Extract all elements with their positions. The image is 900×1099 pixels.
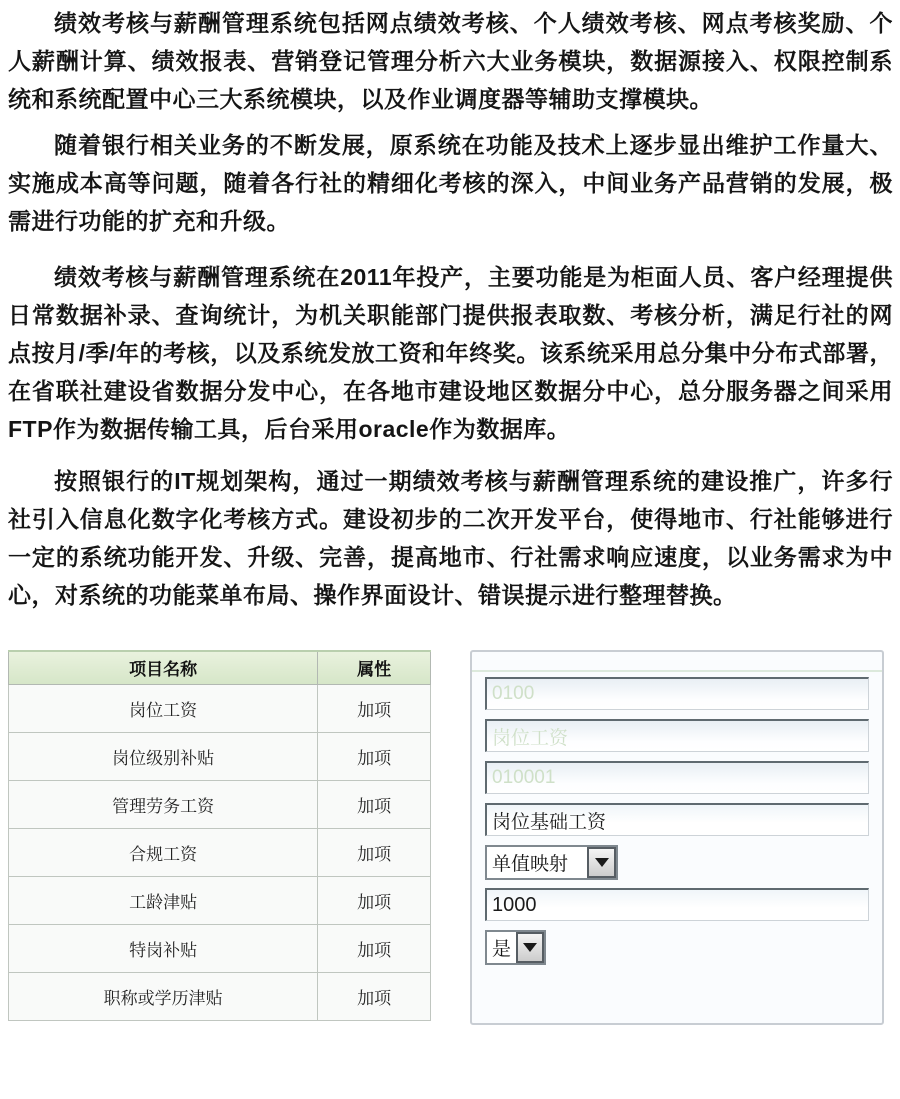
table-header-item-name: 项目名称 [9,651,318,684]
paragraph-modules: 绩效考核与薪酬管理系统包括网点绩效考核、个人绩效考核、网点考核奖励、个人薪酬计算、绩效报表、营销登记管理分析六大业务模块，数据源接入、权限控制系统和系统配置中心三大系统模块，以及作业调度器等辅助支撑模块。 [8,10,893,112]
table-row [9,972,431,1020]
item-attr-cell: 加项 [318,876,431,924]
paragraph-background: 随着银行相关业务的不断发展，原系统在功能及技术上逐步显出维护工作量大、实施成本高等问题，随着各行社的精细化考核的深入，中间业务产品营销的发展，极需进行功能的扩充和升级。 [8,132,893,234]
mapping-type-selected-value: 单值映射 [492,854,569,875]
table-row [9,732,431,780]
table-row [9,684,431,732]
flag-dropdown-button[interactable] [516,932,544,963]
item-name-cell: 特岗补贴 [9,924,318,972]
mapping-type-select[interactable] [485,845,618,880]
table-row [9,828,431,876]
mapping-dropdown-button[interactable] [587,847,616,878]
category-code-input [485,677,869,710]
table-row [9,780,431,828]
category-name-input [485,719,869,752]
table-row [9,924,431,972]
item-name-input[interactable] [485,803,869,836]
chevron-down-icon [595,858,609,867]
item-attr-cell: 加项 [318,684,431,732]
item-attr-cell: 加项 [318,780,431,828]
salary-items-table [8,650,431,1021]
item-attr-cell: 加项 [318,924,431,972]
table-row [9,876,431,924]
table-header-attribute: 属性 [318,651,431,684]
item-name-cell: 职称或学历津贴 [9,972,318,1020]
item-attr-cell: 加项 [318,972,431,1020]
item-name-cell: 管理劳务工资 [9,780,318,828]
item-attr-cell: 加项 [318,732,431,780]
figures-row [8,650,893,1025]
item-name-cell: 工龄津贴 [9,876,318,924]
item-code-input [485,761,869,794]
chevron-down-icon [523,943,537,952]
enabled-flag-select[interactable] [485,930,546,965]
item-name-cell: 合规工资 [9,828,318,876]
item-config-panel [470,650,884,1025]
item-name-cell: 岗位工资 [9,684,318,732]
item-attr-cell: 加项 [318,828,431,876]
paragraph-plan: 按照银行的IT规划架构，通过一期绩效考核与薪酬管理系统的建设推广，许多行社引入信息化数字化考核方式。建设初步的二次开发平台，使得地市、行社能够进行一定的系统功能开发、升级、完善，提高地市、行社需求响应速度，以业务需求为中心，对系统的功能菜单布局、操作界面设计、错误提示进行整理替换。 [8,468,893,608]
config-form [472,672,882,973]
paragraph-history: 绩效考核与薪酬管理系统在2011年投产，主要功能是为柜面人员、客户经理提供日常数据补录、查询统计，为机关职能部门提供报表取数、考核分析，满足行社的网点按月/季/年的考核，以及系统发放工资和年终奖。该系统采用总分集中分布式部署，在省联社建设省数据分发中心，在各地市建设地区数据分中心，总分服务器之间采用FTP作为数据传输工具，后台采用oracle作为数据库。 [8,264,893,442]
table-header-row [9,651,431,684]
flag-selected-value: 是 [492,939,512,960]
item-name-cell: 岗位级别补贴 [9,732,318,780]
amount-input[interactable] [485,888,869,921]
